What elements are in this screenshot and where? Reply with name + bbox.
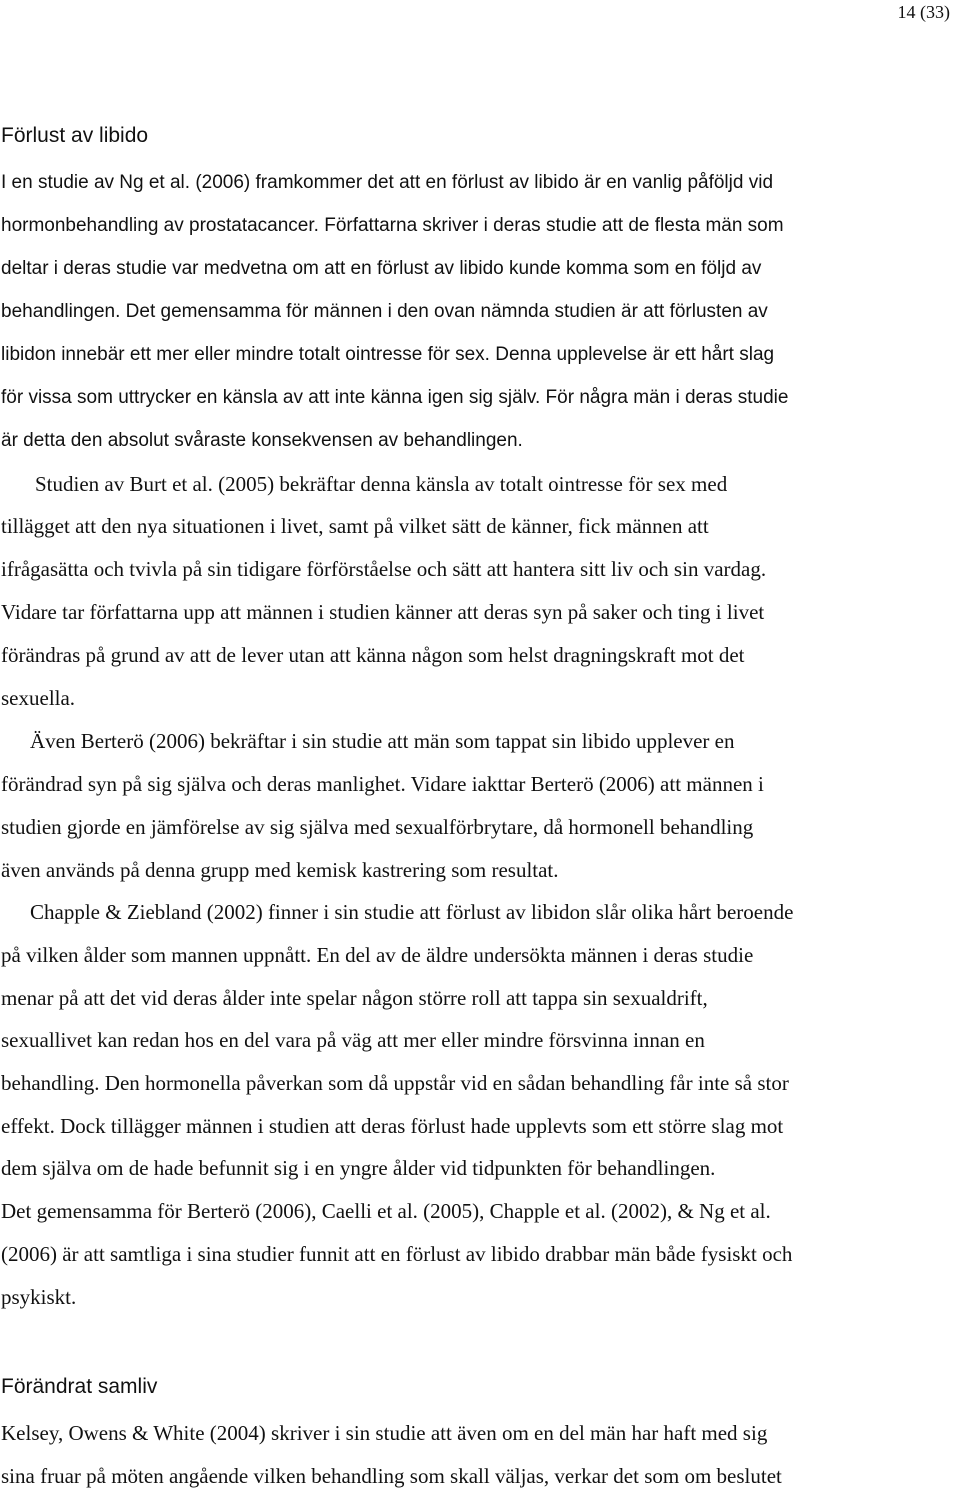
body-text-line: förändrad syn på sig själva och deras manlighet. Vidare iakttar Berterö (2006) att männen i bbox=[1, 772, 764, 796]
body-text-line: (2006) är att samtliga i sina studier funnit att en förlust av libido drabbar män både fysiskt och bbox=[1, 1242, 793, 1266]
body-text-line: sexuallivet kan redan hos en del vara på väg att mer eller mindre försvinna innan en bbox=[1, 1028, 705, 1052]
section-heading: Förlust av libido bbox=[1, 124, 149, 147]
body-text-line: psykiskt. bbox=[1, 1285, 77, 1309]
body-text-line: tillägget att den nya situationen i livet, samt på vilket sätt de känner, fick männen att bbox=[1, 514, 709, 538]
body-text-line: behandling. Den hormonella påverkan som då uppstår vid en sådan behandling får inte så stor bbox=[1, 1071, 789, 1095]
body-text-line: är detta den absolut svåraste konsekvensen av behandlingen. bbox=[1, 430, 523, 451]
body-text-line: Chapple & Ziebland (2002) finner i sin studie att förlust av libidon slår olika hårt beroende bbox=[30, 900, 794, 924]
body-text-line: för vissa som uttrycker en känsla av att inte känna igen sig själv. För några män i deras studie bbox=[1, 387, 789, 408]
body-text-line: dem själva om de hade befunnit sig i en yngre ålder vid tidpunkten för behandlingen. bbox=[1, 1156, 716, 1180]
body-text-line: libidon innebär ett mer eller mindre totalt ointresse för sex. Denna upplevelse är ett hårt slag bbox=[1, 344, 775, 365]
section-heading: Förändrat samliv bbox=[1, 1375, 158, 1398]
body-text-line: Studien av Burt et al. (2005) bekräftar denna känsla av totalt ointresse för sex med bbox=[35, 472, 728, 496]
body-text-line: studien gjorde en jämförelse av sig själva med sexualförbrytare, då hormonell behandling bbox=[1, 815, 754, 839]
body-text-line: deltar i deras studie var medvetna om att en förlust av libido kunde komma som en följd av bbox=[1, 258, 762, 279]
body-text-line: på vilken ålder som mannen uppnått. En del av de äldre undersökta männen i deras studie bbox=[1, 943, 754, 967]
body-text-line: Även Berterö (2006) bekräftar i sin studie att män som tappat sin libido upplever en bbox=[30, 729, 735, 753]
body-text-line: ifrågasätta och tvivla på sin tidigare förförståelse och sätt att hantera sitt liv och sin vardag. bbox=[1, 557, 767, 581]
body-text-line: även används på denna grupp med kemisk kastrering som resultat. bbox=[1, 858, 559, 882]
body-text-line: förändras på grund av att de lever utan att känna någon som helst dragningskraft mot det bbox=[1, 643, 745, 667]
body-text-line: sexuella. bbox=[1, 686, 76, 710]
page-number: 14 (33) bbox=[897, 2, 950, 22]
body-text-line: behandlingen. Det gemensamma för männen i den ovan nämnda studien är att förlusten av bbox=[1, 301, 768, 322]
body-text-line: effekt. Dock tillägger männen i studien att deras förlust hade upplevts som ett större slag mot bbox=[1, 1114, 784, 1138]
body-text-line: I en studie av Ng et al. (2006) framkommer det att en förlust av libido är en vanlig påföljd vid bbox=[1, 172, 774, 193]
body-text-line: sina fruar på möten angående vilken behandling som skall väljas, verkar det som om beslutet bbox=[1, 1464, 782, 1488]
body-text-line: hormonbehandling av prostatacancer. Författarna skriver i deras studie att de flesta män som bbox=[1, 215, 784, 236]
body-text-line: Vidare tar författarna upp att männen i studien känner att deras syn på saker och ting i livet bbox=[1, 600, 765, 624]
body-text-line: Kelsey, Owens & White (2004) skriver i sin studie att även om en del män har haft med sig bbox=[1, 1421, 768, 1445]
body-text-line: Det gemensamma för Berterö (2006), Caelli et al. (2005), Chapple et al. (2002), & Ng et al. bbox=[1, 1199, 771, 1223]
body-text-line: menar på att det vid deras ålder inte spelar någon större roll att tappa sin sexualdrift, bbox=[1, 986, 708, 1010]
